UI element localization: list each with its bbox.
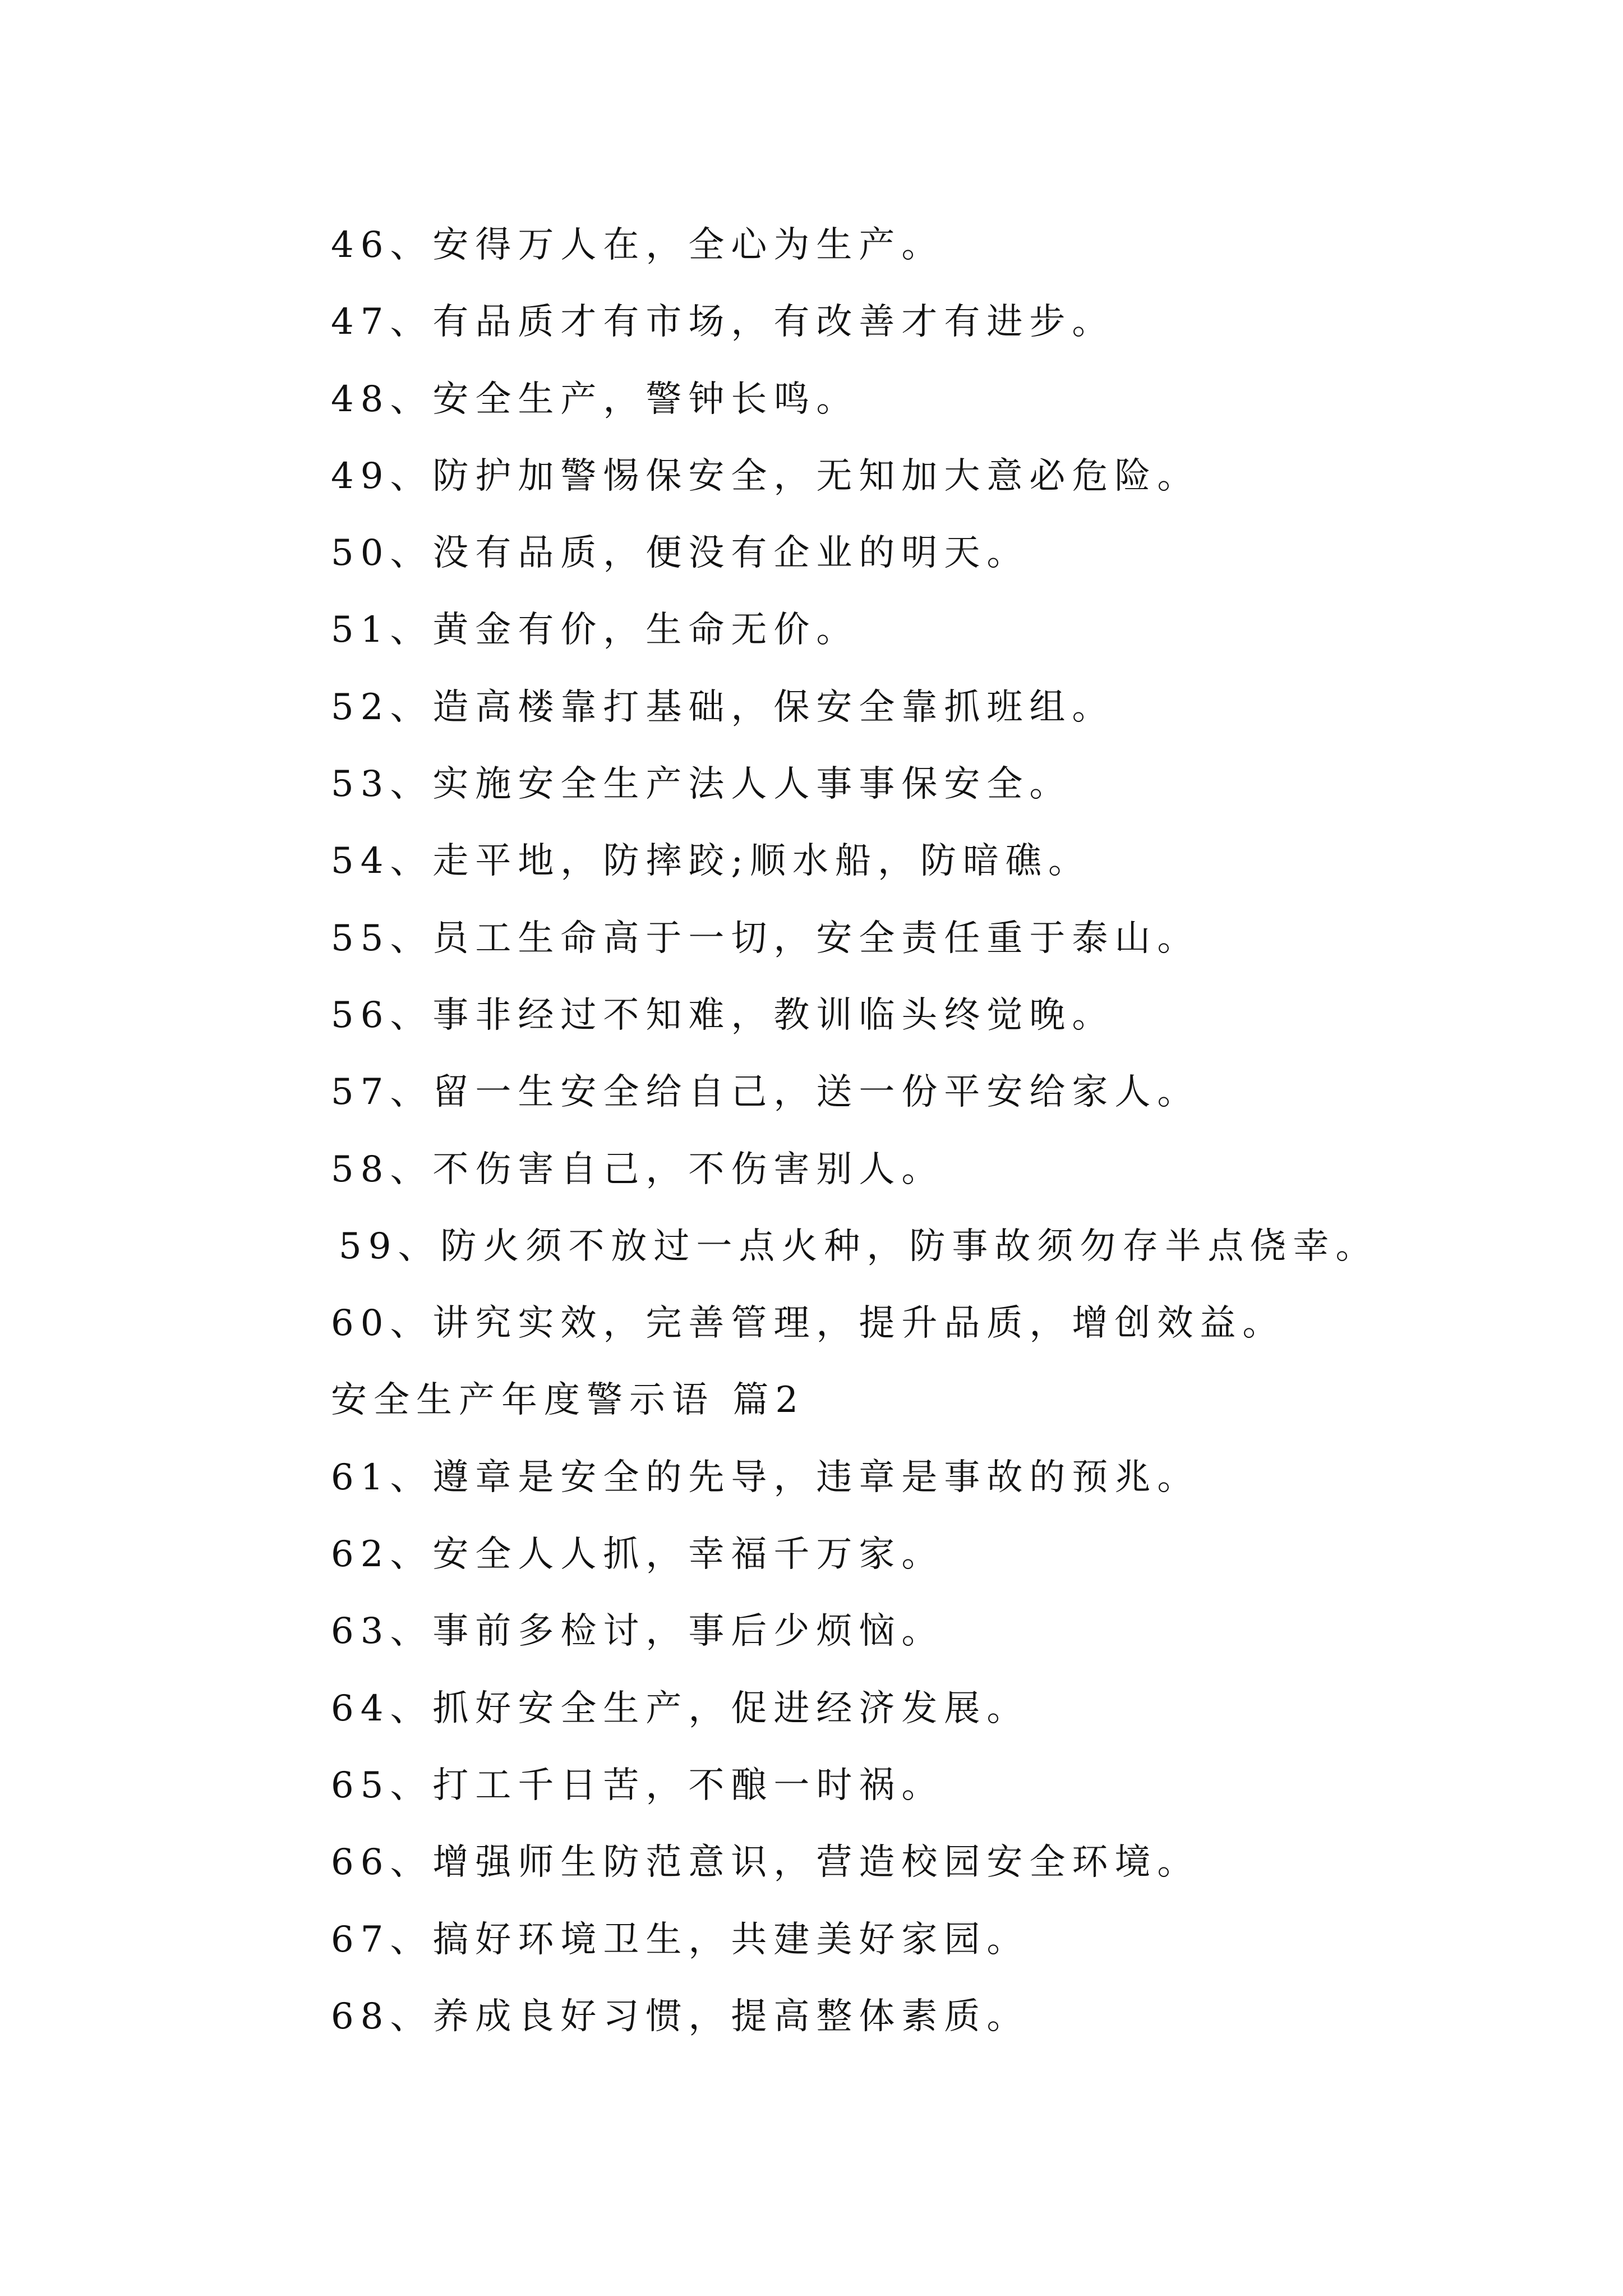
slogan-line-63: 63、事前多检讨，事后少烦恼。	[331, 1611, 944, 1653]
slogan-line-58: 58、不伤害自己，不伤害别人。	[331, 1148, 944, 1190]
slogan-line-59: 59、防火须不放过一点火种，防事故须勿存半点侥幸。	[339, 1225, 1378, 1267]
slogan-line-49: 49、防护加警惕保安全，无知加大意必危险。	[331, 455, 1200, 497]
slogan-list	[331, 207, 1565, 2055]
slogan-line-50: 50、没有品质，便没有企业的明天。	[331, 532, 1030, 574]
slogan-line-56: 56、事非经过不知难，教训临头终觉晚。	[331, 994, 1115, 1036]
slogan-line-60: 60、讲究实效，完善管理，提升品质，增创效益。	[331, 1303, 1285, 1345]
slogan-line-68: 68、养成良好习惯，提高整体素质。	[331, 1995, 1030, 2037]
slogan-line-61: 61、遵章是安全的先导，违章是事故的预兆。	[331, 1456, 1200, 1498]
section-heading: 安全生产年度警示语 篇2	[331, 1379, 805, 1421]
slogan-line-57: 57、留一生安全给自己，送一份平安给家人。	[331, 1071, 1200, 1114]
slogan-line-46: 46、安得万人在，全心为生产。	[331, 224, 944, 266]
slogan-line-55: 55、员工生命高于一切，安全责任重于泰山。	[331, 917, 1200, 959]
slogan-line-47: 47、有品质才有市场，有改善才有进步。	[331, 301, 1115, 343]
slogan-line-51: 51、黄金有价，生命无价。	[331, 609, 859, 651]
slogan-line-66: 66、增强师生防范意识，营造校园安全环境。	[331, 1842, 1200, 1884]
slogan-line-67: 67、搞好环境卫生，共建美好家园。	[331, 1918, 1030, 1961]
slogan-line-53: 53、实施安全生产法人人事事保安全。	[331, 763, 1072, 806]
slogan-line-52: 52、造高楼靠打基础，保安全靠抓班组。	[331, 686, 1115, 728]
slogan-line-62: 62、安全人人抓，幸福千万家。	[331, 1534, 944, 1576]
slogan-line-64: 64、抓好安全生产，促进经济发展。	[331, 1687, 1030, 1729]
slogan-line-48: 48、安全生产，警钟长鸣。	[331, 378, 859, 420]
slogan-line-54: 54、走平地，防摔跤;顺水船，防暗礁。	[331, 840, 1091, 882]
slogan-line-65: 65、打工千日苦，不酿一时祸。	[331, 1764, 944, 1806]
